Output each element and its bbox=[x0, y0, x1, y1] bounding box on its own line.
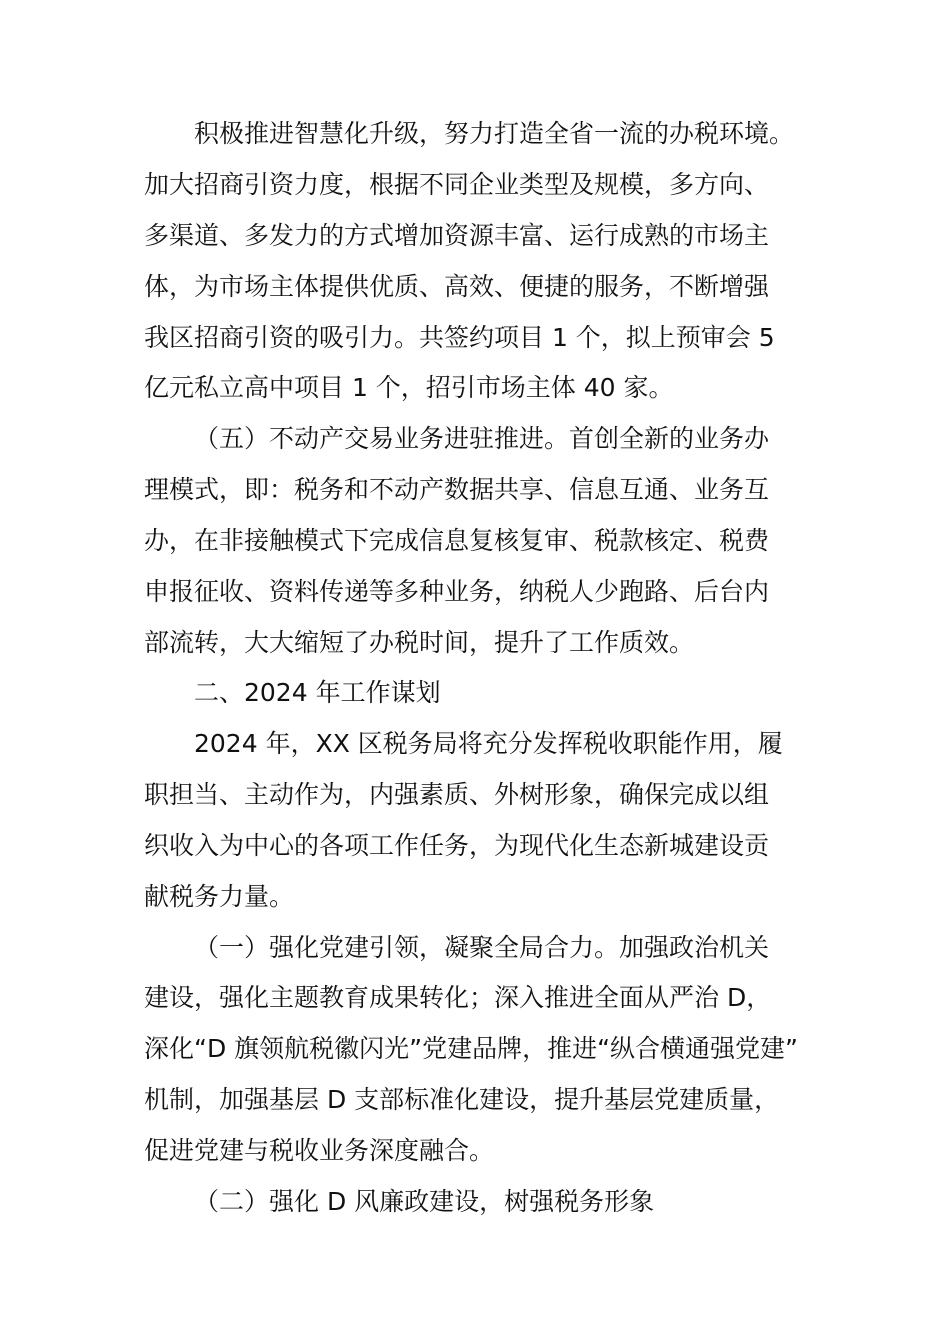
section-one-heading-line: （一）强化党建引领，凝聚全局合力。加强政治机关 bbox=[194, 933, 770, 962]
section-two-heading: 二、2024 年工作谋划 bbox=[194, 678, 441, 707]
paragraph-line-3: 多渠道、多发力的方式增加资源丰富、运行成熟的市场主 bbox=[144, 221, 770, 250]
paragraph-line-4: 体，为市场主体提供优质、高效、便捷的服务，不断增强 bbox=[144, 272, 770, 301]
paragraph-line-21: 促进党建与税收业务深度融合。 bbox=[144, 1136, 495, 1165]
paragraph-line-8: 理模式，即：税务和不动产数据共享、信息互通、业务互 bbox=[144, 475, 770, 504]
section-two-sub-heading: （二）强化 D 风廉政建设，树强税务形象 bbox=[194, 1187, 655, 1216]
paragraph-line-20: 机制，加强基层 D 支部标准化建设，提升基层党建质量， bbox=[144, 1085, 780, 1114]
paragraph-line-19: 深化“D 旗领航税徽闪光”党建品牌，推进“纵合横通强党建” bbox=[144, 1034, 799, 1063]
paragraph-line-16: 献税务力量。 bbox=[144, 882, 295, 911]
paragraph-line-5: 我区招商引资的吸引力。共签约项目 1 个，拟上预审会 5 bbox=[144, 323, 775, 352]
paragraph-line-11: 部流转，大大缩短了办税时间，提升了工作质效。 bbox=[144, 628, 695, 657]
paragraph-line-9: 办，在非接触模式下完成信息复核复审、税款核定、税费 bbox=[144, 526, 770, 555]
section-five-heading-line: （五）不动产交易业务进驻推进。首创全新的业务办 bbox=[194, 424, 770, 453]
paragraph-line-18: 建设，强化主题教育成果转化；深入推进全面从严治 D， bbox=[144, 983, 772, 1012]
paragraph-line-1: 积极推进智慧化升级，努力打造全省一流的办税环境。 bbox=[194, 119, 795, 148]
paragraph-line-14: 职担当、主动作为，内强素质、外树形象，确保完成以组 bbox=[144, 780, 770, 809]
paragraph-line-13: 2024 年，XX 区税务局将充分发挥税收职能作用，履 bbox=[194, 729, 783, 758]
paragraph-line-6: 亿元私立高中项目 1 个，招引市场主体 40 家。 bbox=[144, 373, 674, 402]
paragraph-line-2: 加大招商引资力度，根据不同企业类型及规模，多方向、 bbox=[144, 170, 770, 199]
paragraph-line-10: 申报征收、资料传递等多种业务，纳税人少跑路、后台内 bbox=[144, 577, 770, 606]
paragraph-line-15: 织收入为中心的各项工作任务，为现代化生态新城建设贡 bbox=[144, 831, 770, 860]
